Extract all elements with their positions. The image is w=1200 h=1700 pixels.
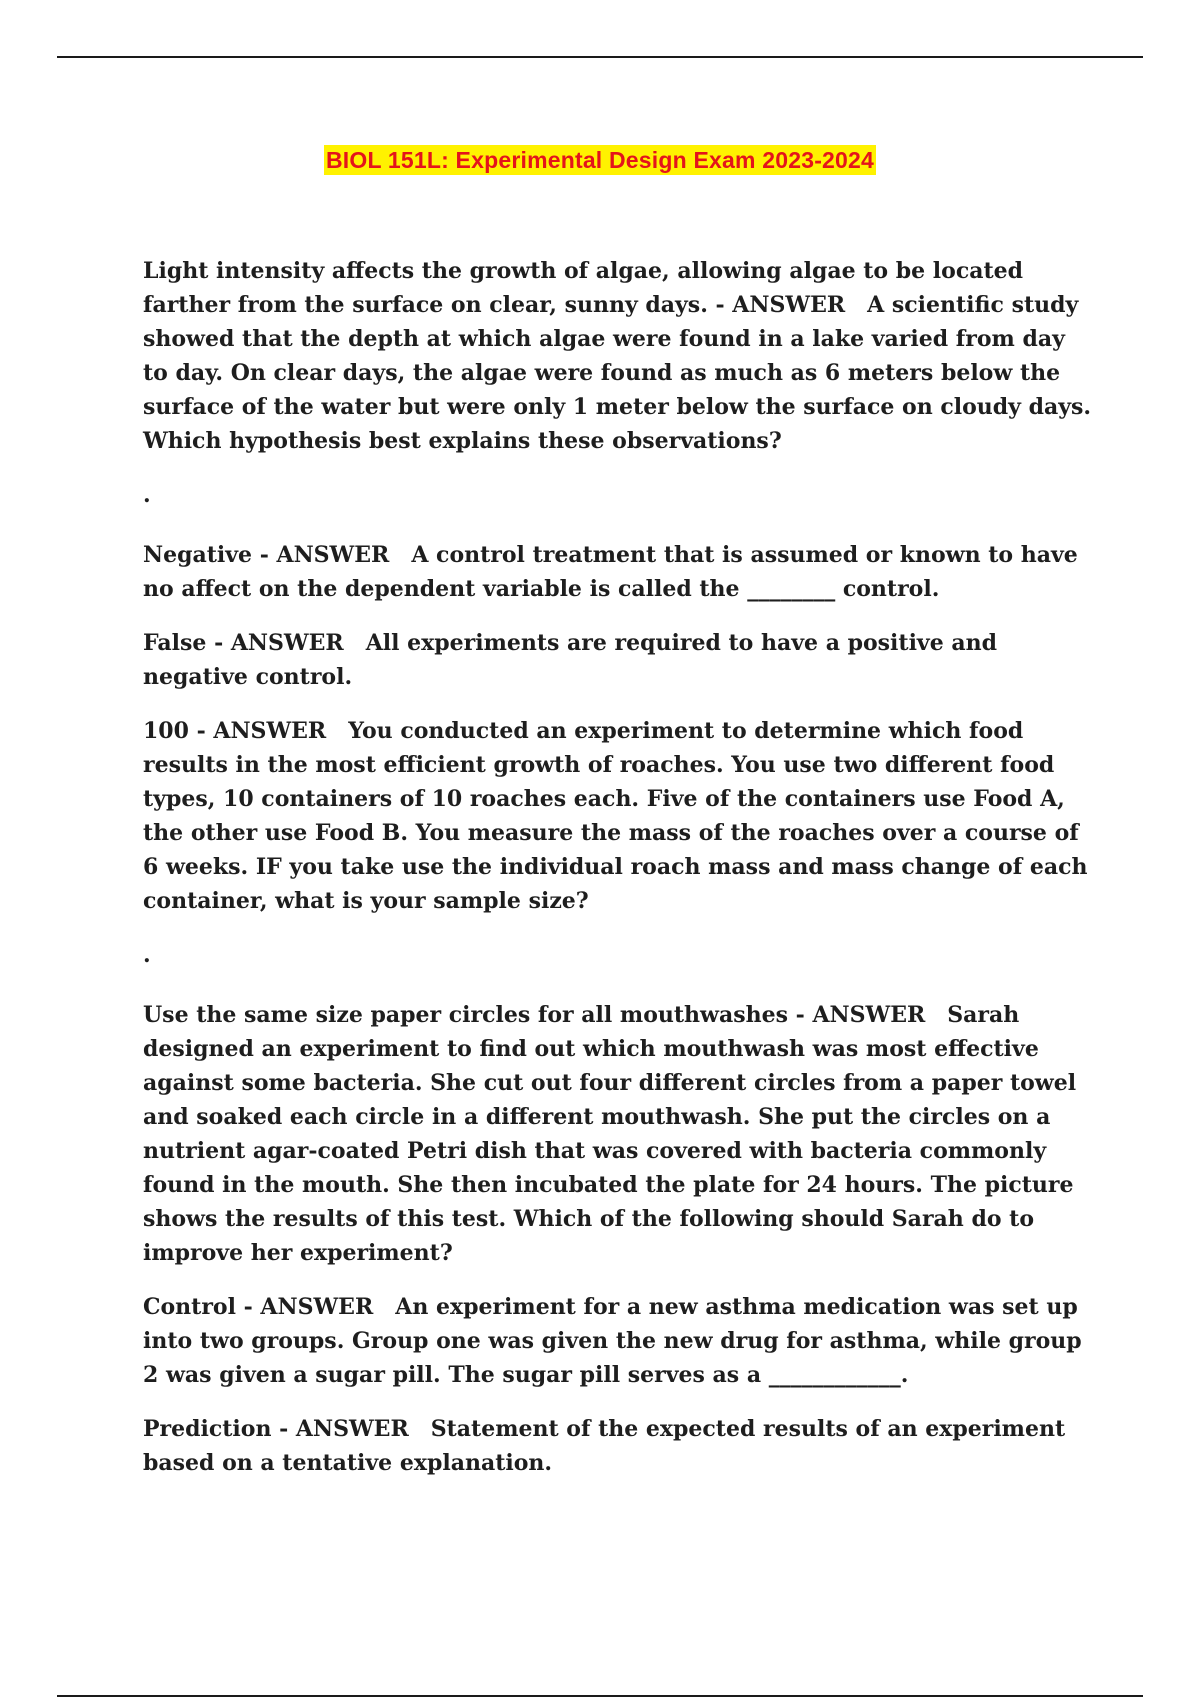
question-text: A control treatment that is assumed or known to have no affect on the dependent variable is called the ________ control.	[143, 542, 1078, 602]
title-block	[0, 145, 1200, 175]
separator-dot: .	[143, 942, 151, 968]
question-text: An experiment for a new asthma medication was set up into two groups. Group one was given the new drug for asthma, while group 2 was given a sugar pill. The sugar pill serves as a ____________.	[143, 1294, 1082, 1388]
qa-entry	[143, 1290, 1093, 1392]
qa-entry	[143, 998, 1093, 1270]
answer-text: False - ANSWER	[143, 630, 344, 656]
bottom-rule	[57, 1695, 1143, 1697]
answer-text: Use the same size paper circles for all mouthwashes - ANSWER	[143, 1002, 926, 1028]
answer-text: Prediction - ANSWER	[143, 1416, 409, 1442]
question-text: You conducted an experiment to determine which food results in the most efficient growth of roaches. You use two different food types, 10 containers of 10 roaches each. Five of the containers use Food A, the other use Food B. You measure the mass of the roaches over a course of 6 weeks. IF you take use the individual roach mass and mass change of each container, what is your sample size?	[143, 718, 1088, 914]
qa-entry	[143, 254, 1093, 458]
answer-text: Control - ANSWER	[143, 1294, 374, 1320]
top-rule	[57, 56, 1143, 58]
question-text: Sarah designed an experiment to find out which mouthwash was most effective against some bacteria. She cut out four different circles from a paper towel and soaked each circle in a different mouthwash. She put the circles on a nutrient agar-coated Petri dish that was covered with bacteria commonly found in the mouth. She then incubated the plate for 24 hours. The picture shows the results of this test. Which of the following should Sarah do to improve her experiment?	[143, 1002, 1077, 1266]
answer-text: Negative - ANSWER	[143, 542, 390, 568]
qa-entry	[143, 538, 1093, 606]
answer-text: 100 - ANSWER	[143, 718, 327, 744]
answer-text: Light intensity affects the growth of algae, allowing algae to be located farther from the surface on clear, sunny days. - ANSWER	[143, 258, 1024, 318]
qa-entry	[143, 714, 1093, 918]
qa-list	[143, 254, 1093, 1500]
question-text: All experiments are required to have a positive and negative control.	[143, 630, 997, 690]
question-text: A scientific study showed that the depth at which algae were found in a lake varied from day to day. On clear days, the algae were found as much as 6 meters below the surface of the water but were only 1 meter below the surface on cloudy days. Which hypothesis best explains these observations?	[143, 292, 1092, 454]
qa-entry	[143, 1412, 1093, 1480]
page-title: BIOL 151L: Experimental Design Exam 2023-2024	[325, 147, 875, 173]
qa-entry	[143, 626, 1093, 694]
separator-dot: .	[143, 482, 151, 508]
question-text: Statement of the expected results of an experiment based on a tentative explanation.	[143, 1416, 1066, 1476]
